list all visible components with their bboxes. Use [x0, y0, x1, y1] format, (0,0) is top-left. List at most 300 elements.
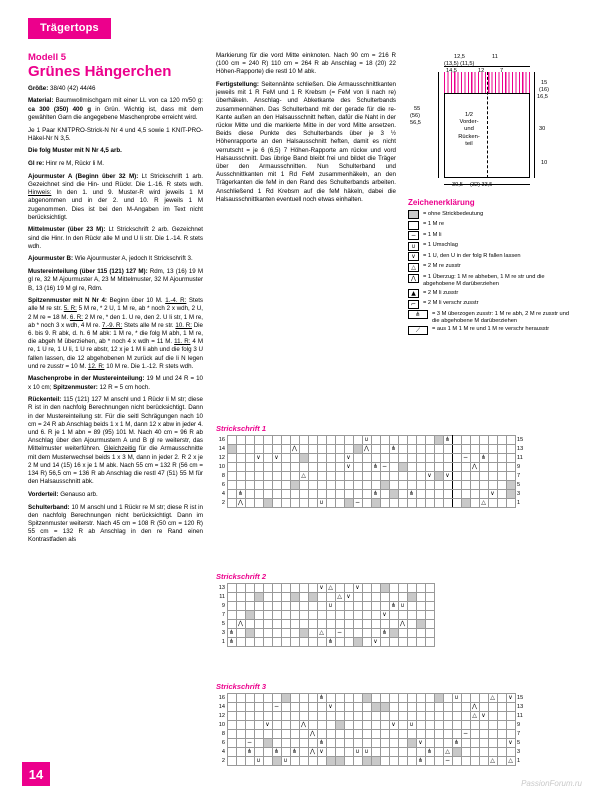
paragraph: Schulterband: 10 M anschl und 1 Rückr re M str; diese R ist in den nachfolg Berechnungen nicht berücksichtigt. Dann im Spitzenmuster weiterstr. Nach 45 cm = 108 R (50 cm = 120 R) 55 cm = 132 R ab Anschlag in den re Rand einen Kontrastfaden als	[28, 503, 203, 544]
chart-cell	[398, 454, 407, 463]
chart-cell: ∨	[272, 454, 281, 463]
chart-row	[216, 454, 526, 463]
chart-row	[216, 721, 526, 730]
legend-item	[408, 300, 574, 309]
model-number: Modell 5	[28, 52, 67, 63]
chart-cell	[479, 748, 488, 757]
chart-cell	[326, 712, 335, 721]
chart-cell	[308, 620, 317, 629]
chart-cell	[416, 481, 425, 490]
chart-cell	[281, 638, 290, 647]
chart-cell	[407, 454, 416, 463]
chart-cell	[335, 620, 344, 629]
chart-3-title: Strickschrift 3	[216, 682, 267, 691]
chart-cell	[434, 436, 443, 445]
chart-cell	[263, 739, 272, 748]
chart-cell: ∪	[362, 748, 371, 757]
chart-cell	[362, 584, 371, 593]
chart-cell	[227, 721, 236, 730]
schematic-dimension: (56)	[410, 113, 420, 119]
chart-cell	[452, 445, 461, 454]
knitting-chart-grid	[216, 435, 526, 508]
chart-cell	[443, 694, 452, 703]
chart-cell	[254, 593, 263, 602]
chart-cell	[416, 454, 425, 463]
chart-cell	[371, 611, 380, 620]
chart-cell	[308, 638, 317, 647]
chart-cell	[506, 481, 515, 490]
chart-cell	[236, 436, 245, 445]
chart-cell	[452, 757, 461, 766]
chart-cell	[371, 703, 380, 712]
chart-cell	[344, 584, 353, 593]
chart-cell: ∨	[371, 638, 380, 647]
chart-cell	[434, 721, 443, 730]
chart-cell	[371, 721, 380, 730]
chart-cell	[470, 490, 479, 499]
chart-cell	[425, 611, 434, 620]
chart-cell	[344, 721, 353, 730]
chart-cell	[371, 584, 380, 593]
chart-row	[216, 739, 526, 748]
chart-cell	[380, 739, 389, 748]
schematic-dimension: 11	[492, 54, 498, 60]
schematic-dimension: 56,5	[410, 120, 421, 126]
chart-row-number: 15	[517, 695, 524, 701]
chart-cell	[380, 481, 389, 490]
chart-cell	[245, 703, 254, 712]
chart-cell: ⋀	[236, 620, 245, 629]
chart-cell	[371, 481, 380, 490]
chart-cell	[380, 620, 389, 629]
chart-row-number: 3	[517, 749, 521, 755]
chart-cell	[362, 472, 371, 481]
chart-cell: ⋔	[372, 463, 379, 470]
chart-cell: ∨	[263, 721, 272, 730]
page-number: 14	[22, 762, 50, 786]
chart-row-number: 5	[517, 740, 521, 746]
chart-cell	[371, 694, 380, 703]
chart-cell: △	[299, 472, 308, 481]
chart-cell	[281, 629, 290, 638]
chart-cell	[461, 472, 470, 481]
chart-cell	[326, 436, 335, 445]
chart-cell	[371, 757, 380, 766]
chart-cell	[299, 445, 308, 454]
chart-cell: −	[462, 730, 469, 737]
chart-2	[216, 572, 435, 647]
chart-cell	[335, 454, 344, 463]
chart-cell	[308, 703, 317, 712]
chart-cell	[425, 481, 434, 490]
chart-cell	[290, 611, 299, 620]
chart-cell	[488, 454, 497, 463]
chart-cell	[317, 620, 326, 629]
chart-cell	[236, 481, 245, 490]
chart-cell	[470, 748, 479, 757]
chart-cell	[398, 694, 407, 703]
chart-cell	[416, 721, 425, 730]
chart-cell	[380, 454, 389, 463]
chart-cell	[272, 620, 281, 629]
chart-cell	[362, 712, 371, 721]
chart-cell	[263, 593, 272, 602]
chart-cell	[497, 454, 506, 463]
chart-cell: ∨	[317, 748, 326, 757]
chart-cell	[425, 584, 434, 593]
chart-cell	[290, 739, 299, 748]
chart-cell	[281, 602, 290, 611]
chart-row	[216, 638, 434, 647]
legend-item	[408, 231, 574, 240]
chart-cell	[317, 703, 326, 712]
chart-cell	[488, 499, 497, 508]
chart-row-number: 13	[517, 704, 524, 710]
chart-cell	[317, 463, 326, 472]
chart-cell	[434, 454, 443, 463]
chart-cell	[335, 712, 344, 721]
chart-row	[216, 748, 526, 757]
chart-cell	[335, 694, 344, 703]
chart-cell	[281, 748, 290, 757]
chart-cell	[488, 703, 497, 712]
chart-cell	[326, 472, 335, 481]
chart-cell	[317, 454, 326, 463]
chart-cell	[407, 611, 416, 620]
chart-cell	[479, 481, 488, 490]
chart-cell	[425, 436, 434, 445]
chart-cell	[335, 703, 344, 712]
chart-cell	[344, 611, 353, 620]
chart-cell	[272, 712, 281, 721]
chart-cell	[506, 712, 515, 721]
chart-row-number: 8	[221, 731, 225, 737]
chart-cell	[254, 499, 263, 508]
chart-cell	[281, 694, 290, 703]
chart-cell	[362, 757, 371, 766]
chart-cell: −	[444, 757, 451, 764]
chart-cell	[299, 748, 308, 757]
chart-cell	[488, 739, 497, 748]
chart-cell	[245, 454, 254, 463]
chart-cell	[407, 730, 416, 739]
chart-cell	[281, 703, 290, 712]
paragraph: Mittelmuster (über 23 M): Lt Strickschrift 2 arb. Gezeichnet sind die Hinr. In den Rückr alle M und U li str. Die 1.-14. R stets wdh.	[28, 226, 203, 250]
schematic-dimension: 14,5	[446, 68, 457, 74]
chart-cell	[407, 739, 416, 748]
chart-cell	[452, 463, 461, 472]
chart-cell: −	[462, 454, 469, 461]
chart-cell	[335, 757, 344, 766]
chart-cell	[434, 481, 443, 490]
chart-cell	[461, 703, 470, 712]
chart-cell	[461, 739, 470, 748]
chart-row	[216, 436, 526, 445]
chart-cell	[497, 463, 506, 472]
chart-cell	[299, 593, 308, 602]
chart-cell	[317, 445, 326, 454]
schematic-dimension: 12,5	[454, 54, 465, 60]
chart-cell	[281, 454, 290, 463]
chart-cell: ∨	[344, 593, 353, 602]
chart-cell	[371, 730, 380, 739]
chart-cell	[245, 620, 254, 629]
chart-cell	[353, 593, 362, 602]
chart-cell	[254, 620, 263, 629]
chart-cell	[443, 499, 452, 508]
chart-cell	[380, 490, 389, 499]
chart-cell	[245, 481, 254, 490]
chart-cell: ⋔	[408, 490, 415, 497]
garment-schematic	[408, 54, 574, 192]
chart-cell	[380, 712, 389, 721]
chart-cell	[443, 739, 452, 748]
chart-cell: ⋔	[318, 694, 325, 701]
chart-cell	[254, 712, 263, 721]
chart-3	[216, 682, 526, 766]
chart-1	[216, 424, 526, 508]
chart-cell	[461, 463, 470, 472]
chart-cell	[425, 593, 434, 602]
chart-cell	[308, 593, 317, 602]
legend-item	[408, 274, 574, 288]
chart-cell	[353, 757, 362, 766]
chart-cell	[245, 721, 254, 730]
chart-cell	[281, 721, 290, 730]
chart-cell	[299, 739, 308, 748]
chart-cell	[389, 757, 398, 766]
chart-cell	[389, 454, 398, 463]
chart-cell	[434, 712, 443, 721]
chart-row-number: 5	[517, 482, 521, 488]
legend-label: = 1 U, den U in der folg R fallen lassen	[423, 252, 521, 259]
chart-cell: ⋀	[398, 620, 407, 629]
chart-cell	[470, 757, 479, 766]
chart-cell	[488, 436, 497, 445]
chart-cell	[407, 757, 416, 766]
legend-label: = 1 Überzug: 1 M re abheben, 1 M re str und die abgehobene M darüberziehen	[423, 274, 545, 287]
chart-cell	[389, 584, 398, 593]
chart-cell	[308, 445, 317, 454]
chart-cell	[371, 499, 380, 508]
chart-cell	[272, 584, 281, 593]
chart-cell	[506, 436, 515, 445]
chart-cell	[299, 481, 308, 490]
chart-cell	[497, 712, 506, 721]
chart-cell	[335, 472, 344, 481]
chart-cell	[317, 481, 326, 490]
chart-cell	[362, 739, 371, 748]
chart-cell	[425, 499, 434, 508]
chart-cell	[272, 721, 281, 730]
chart-cell	[380, 694, 389, 703]
chart-cell	[254, 739, 263, 748]
paragraph: Maschenprobe in der Mustereinteilung: 19 M und 24 R = 10 x 10 cm; Spitzenmuster: 12 R = 5 cm hoch.	[28, 375, 203, 391]
chart-cell	[299, 436, 308, 445]
chart-cell	[254, 602, 263, 611]
chart-cell	[290, 620, 299, 629]
chart-cell	[470, 730, 479, 739]
chart-cell: ⋔	[237, 490, 244, 497]
chart-cell: ∨	[380, 611, 389, 620]
paragraph: Markierung für die vord Mitte einknoten. Nach 90 cm = 216 R (100 cm = 240 R) 110 cm = 264 R ab Anschlag = 18 (20) 22 Höhen-Rapporte) die restl 10 M abk.	[216, 52, 396, 76]
chart-cell	[452, 454, 461, 463]
chart-cell	[434, 463, 443, 472]
chart-cell: ∨	[389, 721, 398, 730]
paragraph: Mustereinteilung (über 115 (121) 127 M): Rdm, 13 (16) 19 M gl re, 32 M Ajourmuster A, 23 M Mittelmuster, 32 M Ajourmuster B, 13 (16) 19 M gl re, Rdm.	[28, 268, 203, 292]
chart-cell	[299, 620, 308, 629]
chart-cell	[245, 593, 254, 602]
chart-cell	[254, 490, 263, 499]
legend-item	[408, 252, 574, 261]
chart-cell	[317, 490, 326, 499]
legend-item	[408, 289, 574, 298]
chart-cell	[380, 445, 389, 454]
chart-cell	[236, 445, 245, 454]
legend-symbol-icon: ⟋	[408, 326, 428, 335]
chart-cell	[263, 602, 272, 611]
chart-cell	[407, 638, 416, 647]
chart-cell	[425, 620, 434, 629]
chart-row	[216, 611, 434, 620]
chart-row	[216, 490, 526, 499]
chart-cell	[326, 481, 335, 490]
chart-cell	[245, 757, 254, 766]
middle-body-text	[216, 52, 396, 204]
schematic-dimension: (32) 33,5	[470, 182, 493, 188]
chart-cell	[281, 712, 290, 721]
chart-cell	[353, 454, 362, 463]
chart-cell	[272, 730, 281, 739]
chart-cell	[299, 629, 308, 638]
chart-row-number: 16	[218, 437, 225, 443]
chart-cell	[398, 584, 407, 593]
chart-cell	[434, 730, 443, 739]
chart-cell	[488, 445, 497, 454]
chart-cell	[263, 445, 272, 454]
chart-cell	[326, 694, 335, 703]
chart-cell: ⋔	[444, 436, 451, 443]
chart-cell	[470, 721, 479, 730]
chart-cell	[398, 499, 407, 508]
chart-cell	[461, 712, 470, 721]
chart-cell	[353, 620, 362, 629]
chart-cell	[317, 730, 326, 739]
chart-cell	[317, 436, 326, 445]
chart-cell: ∨	[326, 703, 335, 712]
chart-cell	[398, 757, 407, 766]
chart-cell	[290, 629, 299, 638]
schematic-dimension: 7	[500, 68, 504, 74]
chart-cell	[470, 499, 479, 508]
chart-cell	[416, 638, 425, 647]
legend-symbol-icon: ⌐	[408, 300, 419, 309]
legend-label: = 2 M li zusstr	[423, 289, 459, 296]
chart-cell: ∪	[281, 757, 290, 766]
chart-cell	[452, 472, 461, 481]
chart-cell	[425, 445, 434, 454]
chart-cell	[389, 472, 398, 481]
paragraph: Rückenteil: 115 (121) 127 M anschl und 1 Rückr li M str; diese R ist in den nachfolg Berechnungen nicht berücksichtigt. Dann in der Mustereinteilung str. Für die seitl Schrägungen nach 10 cm = 24 R ab Anschlag beids 1 x 1 M, dann 12 x abw in jeder 4. und 6. R je 1 M abn = 89 (95) 101 M. Nach 40 cm = 96 R ab Anschlag über den Ajourmustern A und B gl re weiterstr, das Mittelmuster weiterführen. Gleichzeitig für die Armausschnitte mit dem Musterwechsel beids 1 x 3 M, dann in jeder 2. R 2 x je 2 M und 14 (15) 16 x je 1 M abk. Nach 55 cm = 132 R (56 cm = 134 R) 56,5 cm = 136 R ab Anschlag die restl 47 (51) 55 M für den Halsausschnitt abk.	[28, 396, 204, 486]
chart-cell	[317, 757, 326, 766]
chart-cell	[299, 584, 308, 593]
chart-cell	[443, 721, 452, 730]
chart-cell	[425, 703, 434, 712]
chart-row-number: 9	[221, 603, 225, 609]
chart-cell	[425, 490, 434, 499]
chart-cell: ⋀	[290, 445, 299, 454]
chart-cell	[506, 703, 515, 712]
chart-cell	[335, 436, 344, 445]
chart-cell	[227, 602, 236, 611]
chart-cell	[344, 748, 353, 757]
chart-cell	[263, 694, 272, 703]
chart-cell	[353, 712, 362, 721]
chart-cell	[236, 730, 245, 739]
chart-row	[216, 712, 526, 721]
chart-cell	[281, 472, 290, 481]
chart-cell	[353, 739, 362, 748]
chart-cell	[245, 584, 254, 593]
paragraph: Material: Baumwollmischgarn mit einer LL von ca 120 m/50 g: ca 300 (350) 400 g in Grün. Wichtig ist, dass mit dem gewählten Garn die angegebene Maschenprobe erreicht wird.	[28, 97, 203, 121]
chart-cell	[362, 694, 371, 703]
chart-cell	[344, 757, 353, 766]
chart-cell	[443, 454, 452, 463]
chart-cell	[290, 490, 299, 499]
chart-cell	[308, 490, 317, 499]
chart-cell: ⋔	[246, 748, 253, 755]
chart-cell	[371, 620, 380, 629]
chart-cell	[416, 712, 425, 721]
chart-cell	[353, 721, 362, 730]
chart-cell	[416, 463, 425, 472]
chart-cell	[227, 739, 236, 748]
chart-cell	[335, 638, 344, 647]
chart-cell	[443, 445, 452, 454]
chart-cell	[353, 481, 362, 490]
chart-cell	[344, 445, 353, 454]
chart-cell: ⋔	[453, 739, 460, 746]
chart-cell	[497, 481, 506, 490]
chart-cell	[281, 445, 290, 454]
chart-cell	[326, 499, 335, 508]
chart-cell	[380, 703, 389, 712]
chart-cell	[254, 694, 263, 703]
chart-cell	[308, 436, 317, 445]
chart-cell	[236, 593, 245, 602]
chart-cell	[281, 490, 290, 499]
chart-cell	[353, 490, 362, 499]
chart-cell	[380, 730, 389, 739]
chart-cell: ⋔	[390, 602, 397, 609]
chart-cell	[434, 445, 443, 454]
chart-cell	[497, 757, 506, 766]
chart-row-number: 5	[221, 621, 225, 627]
chart-cell	[353, 730, 362, 739]
chart-cell: ∨	[488, 490, 497, 499]
chart-cell	[236, 629, 245, 638]
chart-cell	[398, 629, 407, 638]
chart-cell	[434, 757, 443, 766]
paragraph: Fertigstellung: Seitennähte schließen. Die Armausschnittkanten jeweils mit 1 R FeM und 1 R Krebsm (= FeM von li nach re) überhäkeln. Anschlag- und Abketkante des Schulterbands zusammennähen. Das Schulterband mit der gerade für die re-Kante außen an den Halsausschnitt heften, dafür die Naht in der rückw Mitte und die markierte Mitte in der vord Mitte ansetzen. Beids diese Punkte des Schulterbands über je 3 ½ Höhenrapporte an den Halsausschnitt heften, damit es nicht verrutscht = je 6 (6,5) 7 Höhen-Rapporte am rückw und vord Halsausschnitt. Das übrige Band bleibt frei und bildet die Träger über den Armausschnitten. Nun Schulterband und Ausschnittkanten mit 1 Rd FeM zusammenhäkeln, an den Trägerkanten die feM in den Rand des Schulterbands arbeiten. Anschließend 1 Rd Krebsm auf die feM häkeln, dabei die Halsausschnittkanten eventuell noch etwas einhalten.	[216, 81, 396, 203]
chart-cell	[281, 611, 290, 620]
chart-cell	[344, 629, 353, 638]
chart-cell: ⋔	[381, 629, 388, 636]
legend-symbol-icon: ∪	[408, 242, 419, 251]
chart-cell	[326, 739, 335, 748]
chart-cell	[245, 712, 254, 721]
chart-cell: △	[488, 757, 497, 766]
